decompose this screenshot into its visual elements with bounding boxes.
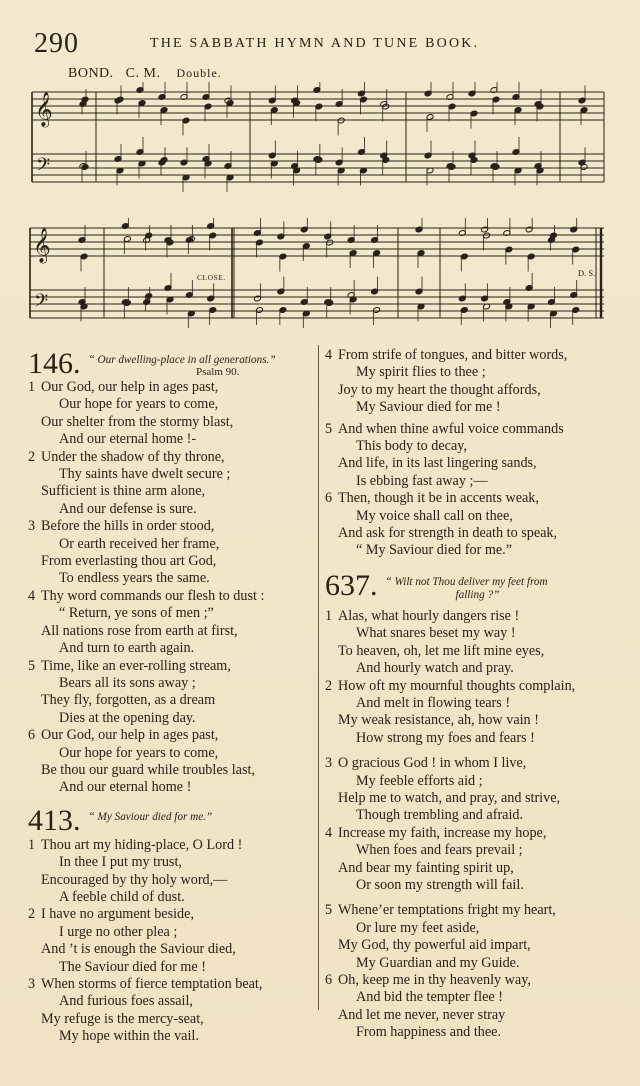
verse-line	[325, 920, 637, 937]
verse-text: And ’t is enough the Saviour died,	[41, 941, 236, 958]
verse-text: Or soon my strength will fail.	[356, 876, 524, 893]
stanza-number: 5	[325, 902, 333, 919]
verse-line	[28, 536, 314, 553]
verse-text: My God, thy powerful aid impart,	[338, 937, 531, 954]
verse-line	[325, 382, 637, 399]
stanza-number: 6	[325, 972, 333, 988]
verse-text: And life, in its last lingering sands,	[338, 455, 537, 472]
verse-text: To heaven, oh, let me lift mine eyes,	[338, 642, 545, 659]
stanza-number: 1	[28, 836, 36, 853]
verse-text: Our hope for years to come,	[59, 744, 219, 761]
verse-line	[325, 347, 637, 364]
verse-line	[325, 755, 637, 772]
verse-line	[28, 431, 314, 448]
verse-text: And hourly watch and pray.	[356, 660, 514, 677]
notes-system-1	[79, 82, 588, 192]
scripture-source: Psalm 90.	[196, 366, 240, 378]
verse-text: A feeble child of dust.	[59, 888, 185, 905]
verse-text: Joy to my heart the thought affords,	[338, 381, 541, 398]
verse-line	[28, 924, 314, 941]
verse-line	[325, 625, 637, 642]
verse-text: The Saviour died for me !	[59, 958, 206, 975]
verse-line	[325, 608, 637, 625]
verse-text: All nations rose from earth at first,	[41, 622, 238, 639]
verse-text: Thy saints have dwelt secure ;	[59, 466, 231, 483]
verse-text: O gracious God ! in whom I live,	[338, 755, 527, 772]
verse-line	[28, 623, 314, 640]
verse-line	[325, 525, 637, 542]
verse-text: Dies at the opening day.	[59, 709, 196, 726]
verse-text: My refuge is the mercy-seat,	[41, 1010, 204, 1027]
verse-line	[28, 605, 314, 622]
verse-text: Alas, what hourly dangers rise !	[338, 607, 520, 624]
verse-line	[28, 941, 314, 958]
stanza-number: 2	[28, 906, 36, 923]
verse-text: Increase my faith, increase my hope,	[338, 824, 547, 841]
verse-line	[28, 658, 314, 675]
verse-text: Oh, keep me in thy heavenly way,	[338, 972, 531, 988]
verse-line	[325, 542, 637, 559]
page-number: 290	[34, 28, 79, 59]
verse-line	[28, 710, 314, 727]
music-system-1	[0, 82, 640, 192]
verse-line	[28, 553, 314, 570]
verse-text: Thou art my hiding-place, O Lord !	[41, 836, 243, 853]
stanza-number: 2	[325, 677, 333, 694]
treble-clef-icon: 𝄞	[33, 229, 51, 262]
stanza-number: 4	[325, 347, 333, 363]
verse-line	[325, 972, 637, 989]
verse-text: Time, like an ever-rolling stream,	[41, 657, 231, 674]
verse-text: Our hope for years to come,	[59, 396, 219, 413]
verse-text: My Saviour died for me !	[356, 399, 501, 416]
verse-line	[28, 745, 314, 762]
column-divider	[318, 345, 319, 1010]
verse-line	[28, 396, 314, 413]
verse-line	[325, 695, 637, 712]
verse-text: How strong my foes and fears !	[356, 729, 535, 746]
verse-text: And turn to earth again.	[59, 640, 195, 657]
hymn-motto: “ Our dwelling-place in all generations.”	[88, 354, 276, 366]
stanza-number: 1	[28, 379, 36, 395]
verse-line	[325, 508, 637, 525]
bass-staff-2	[30, 290, 604, 318]
verse-line	[325, 790, 637, 807]
verse-line	[325, 364, 637, 381]
verse-line	[28, 837, 314, 854]
verse-text: My voice shall call on thee,	[356, 507, 513, 524]
verse-text: Encouraged by thy holy word,—	[41, 871, 228, 888]
verse-line	[28, 466, 314, 483]
verse-text: And let me never, never stray	[338, 1006, 506, 1023]
hymn-header	[325, 568, 637, 602]
verse-line	[325, 399, 637, 416]
verse-line	[28, 692, 314, 709]
verse-line	[28, 959, 314, 976]
tune-meter: C. M.	[125, 66, 161, 81]
verse-text: Bears all its sons away ;	[59, 674, 196, 691]
stanza-number: 5	[325, 420, 333, 437]
verse-text: Before the hills in order stood,	[41, 518, 215, 535]
stanza-number: 6	[325, 490, 333, 507]
verse-text: What snares beset my way !	[356, 625, 516, 642]
verse-line	[325, 438, 637, 455]
stanza-gap	[325, 747, 637, 755]
stanza-number: 3	[28, 518, 36, 535]
verse-line	[325, 421, 637, 438]
verse-line	[325, 643, 637, 660]
verse-line	[28, 779, 314, 796]
verse-line	[325, 1024, 637, 1041]
verse-line	[28, 501, 314, 518]
verse-text: Then, though it be in accents weak,	[338, 490, 539, 507]
verse-text: From strife of tongues, and bitter words,	[338, 347, 568, 363]
verse-line	[28, 1011, 314, 1028]
hymn-number: 637.	[325, 568, 378, 602]
verse-text: This body to decay,	[356, 438, 467, 455]
verse-line	[325, 877, 637, 894]
verse-line	[325, 842, 637, 859]
verse-text: To endless years the same.	[59, 570, 210, 587]
verse-text: And bid the tempter flee !	[356, 989, 503, 1006]
verse-text: From happiness and thee.	[356, 1024, 501, 1041]
verse-text: Our God, our help in ages past,	[41, 727, 219, 744]
verse-line	[325, 678, 637, 695]
stanza-number: 6	[28, 727, 36, 744]
music-system-2	[0, 218, 640, 328]
stanza-number: 2	[28, 448, 36, 465]
verse-line	[28, 449, 314, 466]
verse-line	[325, 773, 637, 790]
verse-line	[325, 730, 637, 747]
notes-system-2	[78, 218, 580, 328]
verse-text: Or lure my feet aside,	[356, 919, 480, 936]
verse-text: From everlasting thou art God,	[41, 553, 217, 570]
verse-text: Thy word commands our flesh to dust :	[41, 587, 265, 604]
verse-line	[28, 993, 314, 1010]
verse-line	[28, 414, 314, 431]
hymn-header	[28, 347, 314, 380]
stanza-number: 1	[325, 607, 333, 624]
verse-text: My hope within the vail.	[59, 1028, 199, 1045]
stanza-number: 4	[325, 824, 333, 841]
verse-line	[325, 860, 637, 877]
verse-line	[325, 490, 637, 507]
verse-text: And our eternal home !-	[59, 431, 197, 448]
running-title: THE SABBATH HYMN AND TUNE BOOK.	[150, 36, 480, 51]
tune-meter-note: Double.	[176, 66, 222, 80]
verse-text: Help me to watch, and pray, and strive,	[338, 789, 561, 806]
verse-text: Under the shadow of thy throne,	[41, 448, 225, 465]
verse-text: And ask for strength in death to speak,	[338, 525, 558, 542]
verse-line	[325, 473, 637, 490]
verse-text: My Guardian and my Guide.	[356, 954, 520, 971]
verse-text: My spirit flies to thee ;	[356, 364, 486, 381]
stanza-gap	[325, 894, 637, 902]
verse-text: Our shelter from the stormy blast,	[41, 413, 234, 430]
verse-line	[28, 762, 314, 779]
verse-line	[28, 588, 314, 605]
ds-mark: D. S.	[578, 268, 596, 278]
verse-line	[325, 712, 637, 729]
hymn-number: 413.	[28, 803, 81, 837]
verse-text: In thee I put my trust,	[59, 854, 182, 871]
verse-line	[28, 640, 314, 657]
treble-clef-icon: 𝄞	[35, 93, 53, 126]
verse-line	[325, 807, 637, 824]
verse-text: And when thine awful voice commands	[338, 420, 564, 437]
verse-line	[28, 906, 314, 923]
verse-text: “ Return, ye sons of men ;”	[59, 605, 214, 622]
bass-clef-icon: 𝄢	[34, 290, 49, 315]
verse-text: “ My Saviour died for me.”	[356, 542, 513, 559]
verse-line	[28, 854, 314, 871]
stanza-number: 4	[28, 587, 36, 604]
verse-text: Be thou our guard while troubles last,	[41, 761, 255, 778]
motto-line: falling ?”	[455, 588, 500, 601]
barlines-2	[30, 228, 601, 318]
verse-line	[325, 937, 637, 954]
verse-line	[28, 889, 314, 906]
verse-line	[325, 902, 637, 919]
verse-text: And our eternal home !	[59, 779, 192, 796]
verse-line	[325, 1007, 637, 1024]
verse-text: Whene’er temptations fright my heart,	[338, 902, 556, 919]
verse-text: And bear my fainting spirit up,	[338, 859, 514, 876]
close-mark: CLOSE.	[197, 273, 226, 282]
hymn-motto	[386, 576, 548, 602]
verse-text: Is ebbing fast away ;—	[356, 472, 488, 489]
stanza-number: 3	[325, 755, 333, 772]
verse-text: I urge no other plea ;	[59, 923, 178, 940]
verse-line	[325, 989, 637, 1006]
verse-text: Sufficient is thine arm alone,	[41, 483, 206, 500]
verse-text: My weak resistance, ah, how vain !	[338, 712, 539, 729]
verse-line	[28, 518, 314, 535]
right-column	[325, 347, 637, 1042]
verse-text: Or earth received her frame,	[59, 535, 220, 552]
stanza-number: 5	[28, 657, 36, 674]
hymn-header	[28, 803, 314, 837]
verse-line	[28, 675, 314, 692]
verse-text: My feeble efforts aid ;	[356, 772, 483, 789]
verse-text: I have no argument beside,	[41, 906, 194, 923]
verse-line	[325, 660, 637, 677]
verse-text: How oft my mournful thoughts complain,	[338, 677, 576, 694]
verse-line	[28, 483, 314, 500]
verse-text: When storms of fierce temptation beat,	[41, 976, 263, 992]
verse-line	[28, 872, 314, 889]
tune-name: BOND.	[68, 66, 114, 81]
bass-clef-icon: 𝄢	[36, 154, 51, 179]
verse-text: Our God, our help in ages past,	[41, 379, 219, 395]
verse-line	[325, 955, 637, 972]
verse-text: And furious foes assail,	[59, 993, 193, 1010]
verse-line	[325, 455, 637, 472]
verse-line	[325, 825, 637, 842]
verse-text: And melt in flowing tears !	[356, 694, 511, 711]
verse-line	[28, 379, 314, 396]
verse-text: They fly, forgotten, as a dream	[41, 692, 216, 709]
verse-line	[28, 1028, 314, 1045]
motto-line: “ Wilt not Thou deliver my feet from	[385, 575, 548, 588]
verse-line	[28, 976, 314, 993]
verse-text: When foes and fears prevail ;	[356, 842, 523, 859]
verse-text: Though trembling and afraid.	[356, 807, 524, 824]
verse-line	[28, 570, 314, 587]
verse-line	[28, 727, 314, 744]
hymn-number: 146.	[28, 347, 81, 380]
left-column	[28, 347, 314, 1046]
stanza-number: 3	[28, 976, 36, 992]
tune-title	[68, 66, 222, 82]
hymn-motto: “ My Saviour died for me.”	[88, 810, 213, 823]
verse-text: And our defense is sure.	[59, 500, 197, 517]
treble-staff-2	[30, 228, 604, 256]
